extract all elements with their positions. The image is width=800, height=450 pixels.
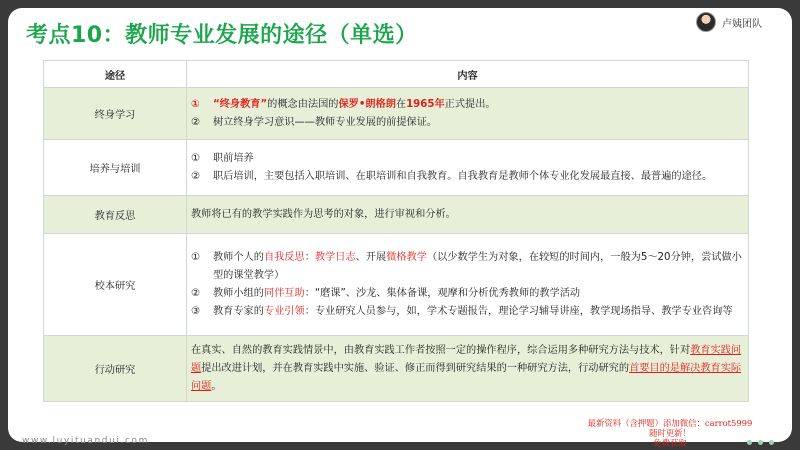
content-cell — [187, 140, 749, 196]
item-text-part: 职前培养 — [213, 152, 254, 164]
content-table — [43, 60, 749, 402]
emphasis-text: 教育实践问题 — [191, 344, 742, 374]
item-text-part: 教师小组的 — [213, 287, 264, 299]
item-text-part: 职后培训，主要包括入职培训、在职培训和自我教育。自我教育是教师个体专业化发展最直接、最普遍的途径。 — [213, 170, 713, 182]
table-row — [44, 88, 749, 140]
item-text-part: ：“磨课”、沙龙、集体备课，观摩和分析优秀教师的教学活动 — [304, 287, 581, 299]
table-row — [44, 140, 749, 196]
emphasis-text: 首要目的是解决教育实际问题 — [191, 362, 742, 392]
path-cell: 培养与培训 — [44, 140, 187, 196]
item-text — [213, 114, 744, 132]
list-item — [191, 114, 744, 132]
path-cell: 行动研究 — [44, 336, 187, 402]
item-text-part: 教师个人的 — [213, 251, 264, 263]
path-cell: 校本研究 — [44, 234, 187, 336]
item-text — [213, 249, 744, 285]
list-item — [191, 342, 744, 396]
list-item — [191, 150, 744, 168]
emphasis-text: 同伴互助 — [263, 287, 305, 299]
list-item — [191, 168, 744, 186]
content-cell — [187, 196, 749, 234]
item-text-part: 。 — [211, 380, 222, 392]
item-text-part: ： — [304, 251, 315, 263]
item-text — [191, 206, 744, 224]
list-item — [191, 96, 744, 114]
item-text-part: 、开展 — [355, 251, 387, 263]
watermark-line: 最新资料（含押题）添加微信：carrot5999 — [587, 418, 753, 428]
item-number: ② — [191, 116, 201, 128]
item-number: ② — [191, 287, 201, 299]
item-text — [213, 96, 744, 114]
path-cell: 终身学习 — [44, 88, 187, 140]
list-item — [191, 249, 744, 285]
list-item — [191, 206, 744, 224]
table-body — [44, 88, 749, 402]
emphasis-text: 自我反思 — [263, 251, 305, 263]
watermark-line: 随时更新！ — [649, 428, 691, 438]
item-number: ① — [191, 251, 201, 263]
list-item — [191, 303, 744, 321]
footer-url[interactable]: www.luyituandui.com — [22, 436, 150, 446]
avatar-icon — [696, 12, 716, 32]
item-number: ① — [191, 98, 200, 110]
item-number: ① — [191, 152, 201, 164]
emphasis-text: 保罗•朗格朗 — [338, 98, 396, 110]
brand-name: 卢姨团队 — [722, 18, 762, 30]
item-text — [213, 285, 744, 303]
item-number: ③ — [191, 305, 201, 317]
emphasis-text: 教学日志 — [314, 251, 356, 263]
item-text — [213, 150, 744, 168]
watermark-line: 免费获取 — [653, 438, 687, 448]
header-path: 途径 — [44, 61, 187, 88]
emphasis-text: 1965年 — [406, 98, 445, 110]
item-text-part: 树立终身学习意识——教师专业发展的前提保证。 — [213, 116, 438, 128]
brand — [696, 12, 762, 32]
path-cell: 教育反思 — [44, 196, 187, 234]
emphasis-text: 微格教学 — [386, 251, 427, 263]
table-header-row — [44, 61, 749, 88]
item-text-part: 在真实、自然的教育实践情景中，由教育实践工作者按照一定的操作程序，综合运用多种研究方法与技术，针对 — [191, 344, 691, 356]
item-text-part: （以少数学生为对象，在较短的时间内，一般为5～20分钟，尝试做小型的课堂教学） — [213, 251, 742, 281]
dot-icon — [769, 440, 774, 445]
item-text-part: 教育专家的 — [213, 305, 264, 317]
item-text-part: ：专业研究人员参与，如，学术专题报告，理论学习辅导讲座，教学现场指导、教学专业咨询等 — [304, 305, 733, 317]
item-text-part: 提出改进计划，并在教育实践中实施、验证、修正而得到研究结果的一种研究方法，行动研究的 — [201, 362, 630, 374]
page-title: 考点10：教师专业发展的途径（单选） — [26, 23, 418, 48]
item-text-part: 在 — [395, 98, 407, 110]
item-text — [213, 303, 744, 321]
item-text-part: 教师将已有的教学实践作为思考的对象，进行审视和分析。 — [191, 208, 456, 220]
content-cell — [187, 336, 749, 402]
item-text — [213, 168, 744, 186]
content-cell — [187, 234, 749, 336]
header-content: 内容 — [187, 61, 749, 88]
item-text — [191, 342, 744, 396]
item-text-part: 正式提出。 — [444, 98, 496, 110]
table-row — [44, 336, 749, 402]
item-number: ② — [191, 170, 201, 182]
emphasis-text: 专业引领 — [263, 305, 305, 317]
list-item — [191, 285, 744, 303]
table-row — [44, 196, 749, 234]
item-text-part: 的概念由法国的 — [267, 98, 339, 110]
content-cell — [187, 88, 749, 140]
slide — [8, 8, 792, 448]
table-row — [44, 234, 749, 336]
watermark — [575, 418, 765, 448]
emphasis-text: “终身教育” — [213, 98, 268, 110]
